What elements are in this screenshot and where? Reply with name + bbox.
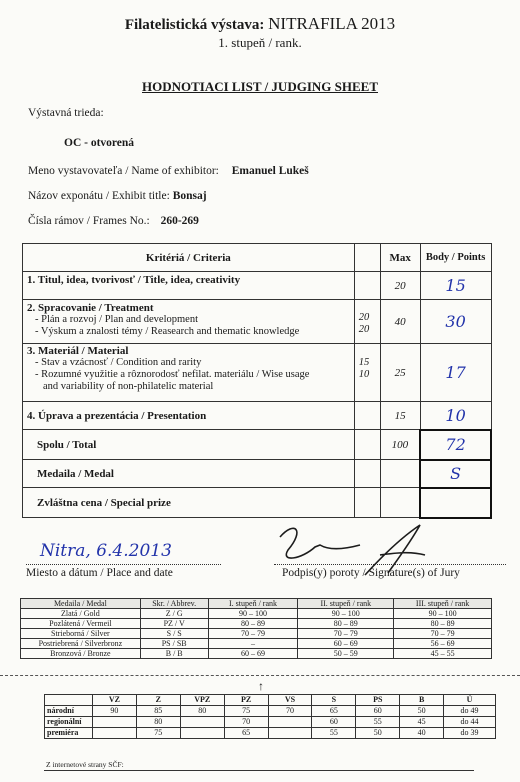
frames-value: 260-269 (160, 215, 199, 227)
table-row: Pozlátená / Vermeil PZ / V 80 – 89 80 – 89 80 – 89 (21, 619, 492, 629)
medal-value: S (420, 460, 491, 488)
score-table-header: VZ Z VPZ PZ VS S PS B Ú (45, 695, 496, 706)
class-value: OC - otvorená (64, 137, 135, 149)
class-label: Výstavná trieda: (28, 107, 104, 119)
medal-table (20, 598, 492, 659)
criteria-row: 1. Titul, idea, tvorivosť / Title, idea, creativity 20 15 (23, 272, 492, 300)
points-handwritten: 15 (420, 272, 491, 300)
table-row: premiéra 75 65 55 50 40 do 39 (45, 728, 496, 739)
place-date-label: Miesto a dátum / Place and date (26, 567, 173, 579)
frames-row (28, 215, 199, 227)
footer-line (44, 770, 474, 771)
points-handwritten: 10 (420, 402, 491, 430)
table-row: Strieborná / Silver S / S 70 – 79 70 – 79 70 – 79 (21, 629, 492, 639)
table-row: regionální 80 70 60 55 45 do 44 (45, 717, 496, 728)
criteria-header: Kritériá / Criteria (23, 244, 355, 272)
table-row: Zlatá / Gold Z / G 90 – 100 90 – 100 90 – 100 (21, 609, 492, 619)
points-handwritten: 30 (420, 300, 491, 344)
cut-line (0, 675, 520, 676)
total-row: Spolu / Total 100 72 (23, 430, 492, 460)
criteria-row: 3. Materiál / Material - Stav a vzácnosť / Condition and rarity - Rozumné využitie a rôznorodosť nefilat. materiálu / Wise usage and variability of non-philatelic material 15 10 25 17 (23, 344, 492, 402)
exhibitor-value: Emanuel Lukeš (231, 165, 309, 177)
footer-source: Z internetové strany SČF: (46, 760, 124, 769)
special-prize-value (420, 488, 491, 518)
sheet-title: HODNOTIACI LIST / JUDGING SHEET (142, 79, 378, 94)
medal-row: Medaila / Medal S (23, 460, 492, 488)
title-row (28, 190, 207, 202)
frames-label: Čísla rámov / Frames No.: (28, 215, 150, 227)
arrow-up-icon: ↑ (258, 679, 264, 693)
event-name: NITRAFILA 2013 (268, 14, 396, 33)
event-header (0, 14, 520, 34)
event-prefix: Filatelistická výstava: (124, 17, 265, 33)
table-row: Bronzová / Bronze B / B 60 – 69 50 – 59 45 – 55 (21, 649, 492, 659)
special-prize-row: Zvláštna cena / Special prize (23, 488, 492, 518)
score-table (44, 694, 496, 739)
level: 1. stupeň / rank. (218, 35, 302, 50)
medal-table-header: Medaila / Medal Skr. / Abbrev. I. stupeň / rank II. stupeň / rank III. stupeň / rank (21, 599, 492, 609)
exhibit-title-value: Bonsaj (172, 190, 207, 202)
table-row: Postriebrená / Silverbronz PS / SB – 60 – 69 56 – 69 (21, 639, 492, 649)
exhibitor-row (28, 165, 309, 177)
criteria-row: 2. Spracovanie / Treatment - Plán a rozvoj / Plan and development - Výskum a znalosti témy / Reasearch and thematic knowledge 20 20 40 30 (23, 300, 492, 344)
signature-label: Podpis(y) poroty / Signature(s) of Jury (282, 567, 460, 579)
total-points: 72 (420, 430, 491, 460)
points-handwritten: 17 (420, 344, 491, 402)
max-header: Max (380, 244, 420, 272)
place-date-handwritten: Nitra, 6.4.2013 (40, 541, 172, 561)
exhibitor-label: Meno vystavovateľa / Name of exhibitor: (28, 165, 219, 177)
criteria-table (22, 243, 492, 519)
table-row: národní 90 85 80 75 70 65 60 50 do 49 (45, 706, 496, 717)
criteria-row: 4. Úprava a prezentácia / Presentation 15 10 (23, 402, 492, 430)
points-header: Body / Points (420, 244, 491, 272)
exhibit-title-label: Názov exponátu / Exhibit title: (28, 190, 170, 202)
